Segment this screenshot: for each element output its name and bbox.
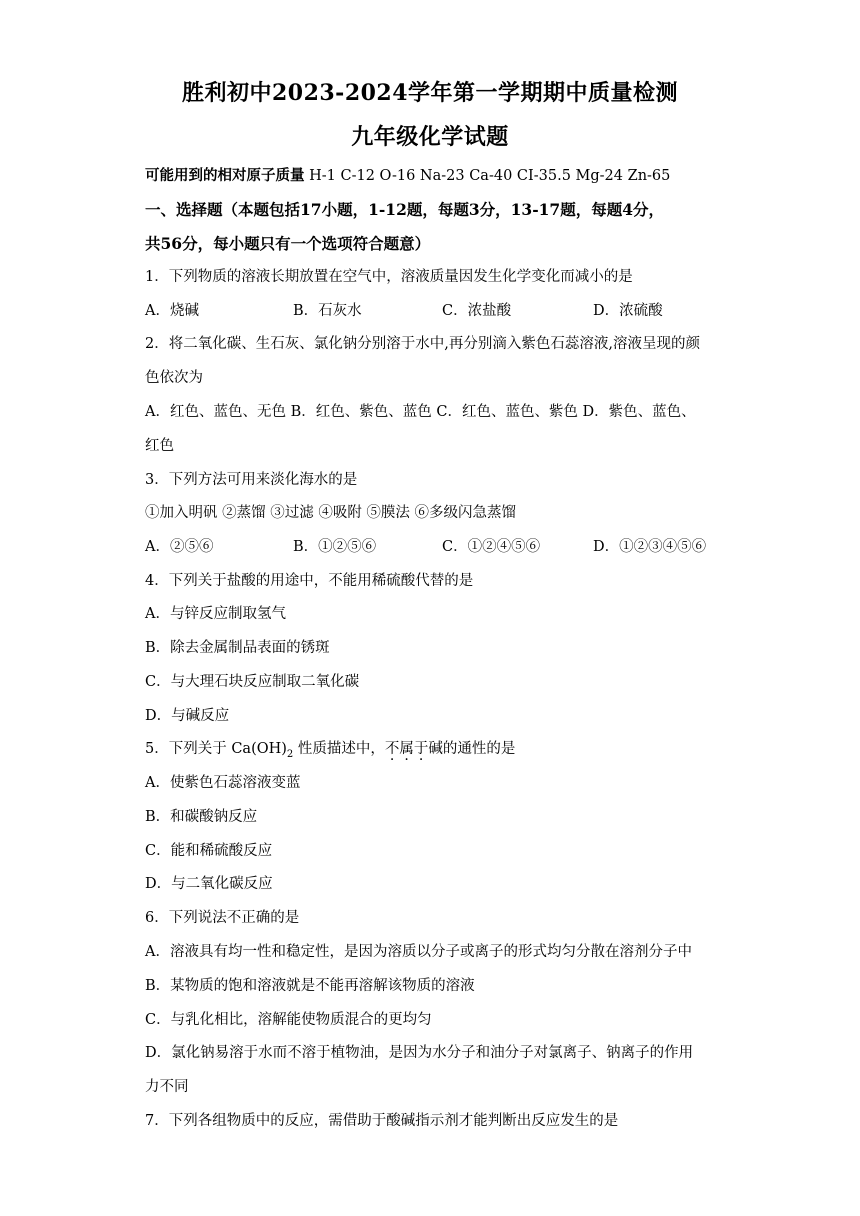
- q2-stem-line2: 色依次为: [145, 370, 203, 386]
- q1-option-d: D．浓硫酸: [593, 303, 663, 319]
- emphasis-char: 于: [413, 741, 429, 757]
- q4-option-c: C．与大理石块反应制取二氧化碳: [145, 674, 360, 690]
- exam-subtitle: 九年级化学试题: [351, 124, 509, 150]
- section1-heading-line2: 共56分，每小题只有一个选项符合题意）: [145, 234, 431, 253]
- q5-stem-post: 碱的通性的是: [428, 741, 516, 757]
- q1-option-c: C．浓盐酸: [442, 303, 512, 319]
- q3-method-list: ①加入明矾 ②蒸馏 ③过滤 ④吸附 ⑤膜法 ⑥多级闪急蒸馏: [145, 505, 517, 521]
- q2-options-line1: A．红色、蓝色、无色 B．红色、紫色、蓝色 C．红色、蓝色、紫色 D．紫色、蓝色、: [145, 404, 696, 420]
- q1-stem: 1．下列物质的溶液长期放置在空气中，溶液质量因发生化学变化而减小的是: [145, 269, 633, 285]
- emphasis-char: 属: [399, 741, 414, 757]
- q4-option-a: A．与锌反应制取氢气: [145, 606, 286, 622]
- q6-option-d-line1: D．氯化钠易溶于水而不溶于植物油，是因为水分子和油分子对氯离子、钠离子的作用: [145, 1045, 694, 1061]
- q6-option-d-line2: 力不同: [145, 1079, 189, 1095]
- q2-stem-line1: 2．将二氧化碳、生石灰、氯化钠分别溶于水中,再分别滴入紫色石蕊溶液,溶液呈现的颜: [145, 336, 700, 352]
- q5-stem: [145, 737, 515, 760]
- atomic-masses-label: 可能用到的相对原子质量: [145, 167, 305, 184]
- q3-option-b: B．①②⑤⑥: [293, 539, 377, 555]
- q1-option-a: A．烧碱: [145, 303, 199, 319]
- q6-option-a: A．溶液具有均一性和稳定性，是因为溶质以分子或离子的形式均匀分散在溶剂分子中: [145, 944, 692, 960]
- q6-option-b: B．某物质的饱和溶液就是不能再溶解该物质的溶液: [145, 978, 475, 994]
- q3-option-a: A．②⑤⑥: [145, 539, 214, 555]
- q5-option-a: A．使紫色石蕊溶液变蓝: [145, 775, 301, 791]
- q4-stem: 4．下列关于盐酸的用途中，不能用稀硫酸代替的是: [145, 573, 474, 589]
- q5-stem-pre: 5．下列关于 Ca(OH): [145, 741, 287, 757]
- q5-option-c: C．能和稀硫酸反应: [145, 843, 273, 859]
- q4-option-d: D．与碱反应: [145, 708, 230, 724]
- q6-option-c: C．与乳化相比，溶解能使物质混合的更均匀: [145, 1012, 432, 1028]
- q3-option-c: C．①②④⑤⑥: [442, 539, 541, 555]
- exam-title: 胜利初中2023-2024学年第一学期期中质量检测: [181, 80, 679, 106]
- atomic-masses-line: [145, 164, 670, 185]
- q5-stem-mid: 性质描述中，: [293, 741, 385, 757]
- q5-option-d: D．与二氧化碳反应: [145, 876, 273, 892]
- q6-stem: 6．下列说法不正确的是: [145, 910, 300, 926]
- emphasis-char: 不: [384, 741, 400, 757]
- q5-option-b: B．和碳酸钠反应: [145, 809, 258, 825]
- q1-option-b: B．石灰水: [293, 303, 362, 319]
- q7-stem: 7．下列各组物质中的反应，需借助于酸碱指示剂才能判断出反应发生的是: [145, 1113, 619, 1129]
- q5-formula-subscript: 2: [286, 748, 294, 760]
- section1-heading-line1: 一、选择题（本题包括17小题，1-12题，每题3分，13-17题，每题4分，: [145, 200, 665, 219]
- q2-options-line2: 红色: [145, 438, 174, 454]
- q4-option-b: B．除去金属制品表面的锈斑: [145, 640, 330, 656]
- q5-emphasis-dotted: [385, 741, 429, 757]
- q3-option-d: D．①②③④⑤⑥: [593, 539, 707, 555]
- atomic-masses-values: H-1 C-12 O-16 Na-23 Ca-40 CI-35.5 Mg-24 Zn-65: [309, 168, 671, 184]
- q3-stem: 3．下列方法可用来淡化海水的是: [145, 472, 358, 488]
